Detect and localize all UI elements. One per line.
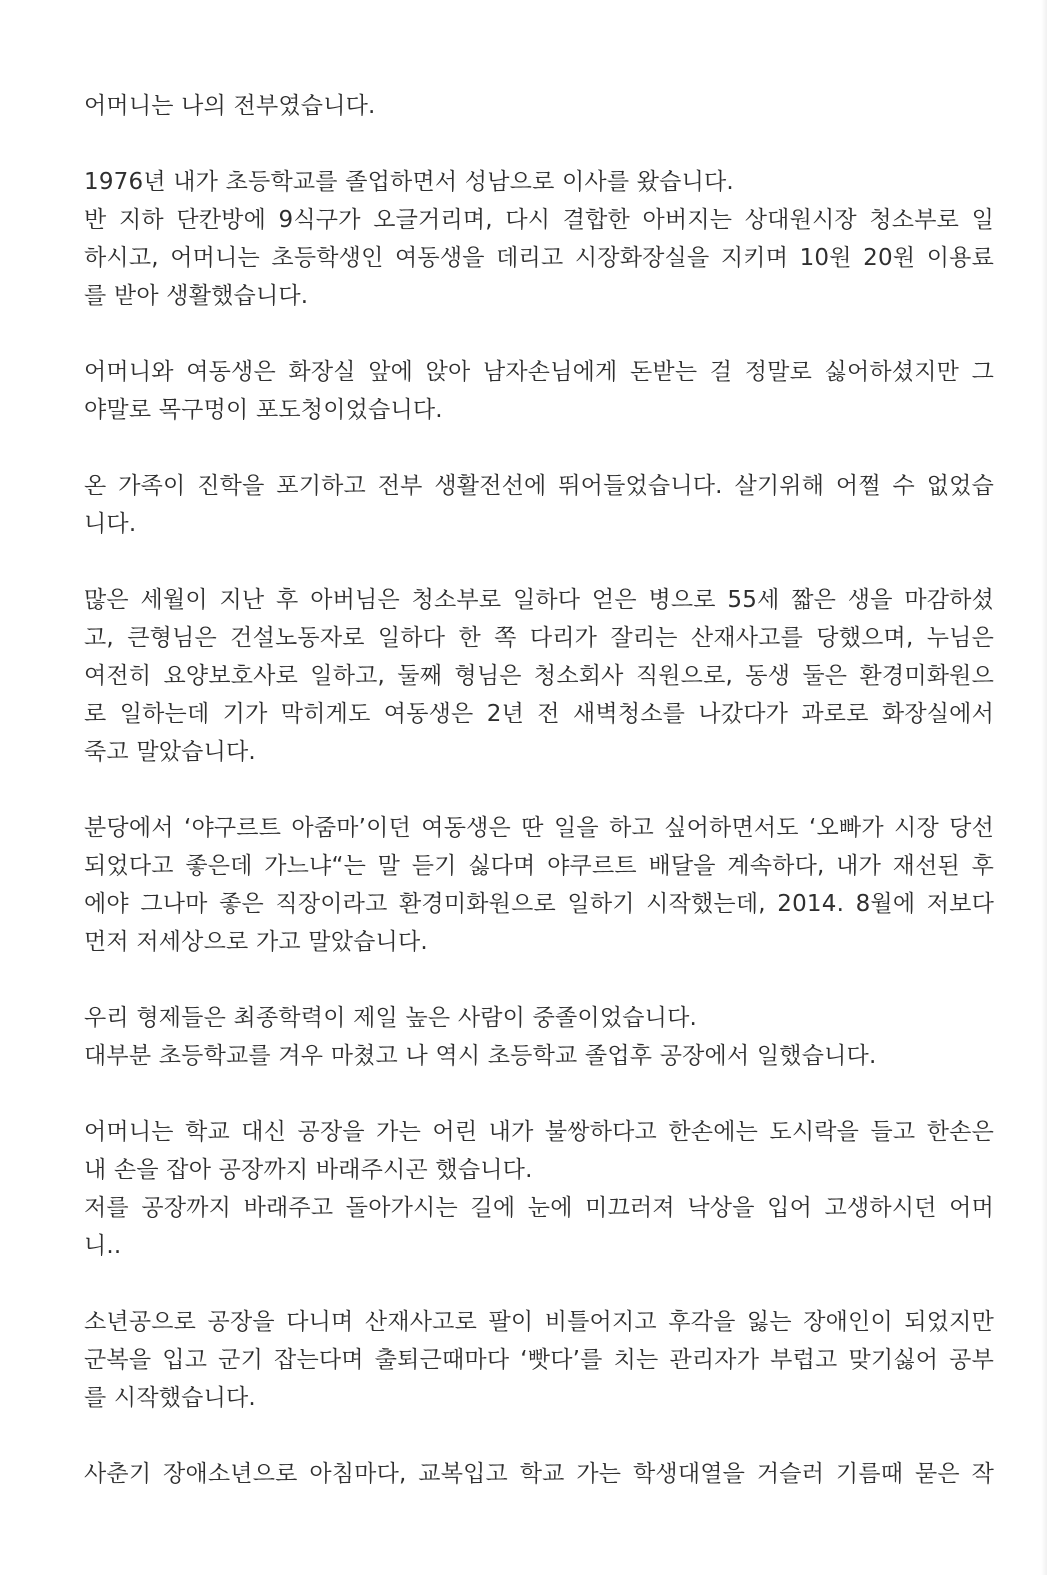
text-line: 어머니와 여동생은 화장실 앞에 앉아 남자손님에게 돈받는 걸 정말로 싫어하셨지만 그	[84, 359, 994, 385]
paragraph-9	[84, 1303, 994, 1417]
text-line: 어머니는 나의 전부였습니다.	[84, 93, 376, 119]
text-line: 에야 그나마 좋은 직장이라고 환경미화원으로 일하기 시작했는데, 2014. 8월에 저보다	[84, 891, 994, 917]
text-line: 분당에서 ‘야구르트 아줌마’이던 여동생은 딴 일을 하고 싶어하면서도 ‘오빠가 시장 당선	[84, 815, 994, 841]
text-line: 많은 세월이 지난 후 아버님은 청소부로 일하다 얻은 병으로 55세 짧은 생을 마감하셨	[84, 587, 994, 613]
text-line: 먼저 저세상으로 가고 말았습니다.	[84, 929, 428, 955]
text-line: 를 시작했습니다.	[84, 1385, 256, 1411]
text-line: 니다.	[84, 511, 137, 537]
text-line: 를 받아 생활했습니다.	[84, 283, 309, 309]
text-line: 되었다고 좋은데 가느냐“는 말 듣기 싫다며 야쿠르트 배달을 계속하다, 내가 재선된 후	[84, 853, 994, 879]
text-line: 어머니는 학교 대신 공장을 가는 어린 내가 불쌍하다고 한손에는 도시락을 들고 한손은	[84, 1119, 994, 1145]
text-line: 대부분 초등학교를 겨우 마쳤고 나 역시 초등학교 졸업후 공장에서 일했습니다.	[84, 1043, 877, 1069]
text-line: 반 지하 단칸방에 9식구가 오글거리며, 다시 결합한 아버지는 상대원시장 청소부로 일	[84, 207, 994, 233]
paragraph-6	[84, 809, 994, 961]
text-line: 온 가족이 진학을 포기하고 전부 생활전선에 뛰어들었습니다. 살기위해 어쩔 수 없었습	[84, 473, 994, 499]
paragraph-7	[84, 999, 994, 1075]
text-line: 내 손을 잡아 공장까지 바래주시곤 했습니다.	[84, 1157, 533, 1183]
text-line: 우리 형제들은 최종학력이 제일 높은 사람이 중졸이었습니다.	[84, 1005, 698, 1031]
paragraph-1	[84, 87, 994, 125]
paragraph-5	[84, 581, 994, 771]
text-line: 야말로 목구멍이 포도청이었습니다.	[84, 397, 443, 423]
paragraph-2	[84, 163, 994, 315]
paragraph-3	[84, 353, 994, 429]
text-line: 저를 공장까지 바래주고 돌아가시는 길에 눈에 미끄러져 낙상을 입어 고생하시던 어머	[84, 1195, 994, 1221]
text-line: 로 일하는데 기가 막히게도 여동생은 2년 전 새벽청소를 나갔다가 과로로 화장실에서	[84, 701, 994, 727]
text-line: 소년공으로 공장을 다니며 산재사고로 팔이 비틀어지고 후각을 잃는 장애인이 되었지만	[84, 1309, 994, 1335]
text-line: 하시고, 어머니는 초등학생인 여동생을 데리고 시장화장실을 지키며 10원 20원 이용료	[84, 245, 994, 271]
text-line: 니..	[84, 1233, 122, 1259]
document-body	[84, 87, 994, 1531]
text-line: 여전히 요양보호사로 일하고, 둘째 형님은 청소회사 직원으로, 동생 둘은 환경미화원으	[84, 663, 994, 689]
paragraph-10	[84, 1455, 994, 1493]
paragraph-4	[84, 467, 994, 543]
text-line: 1976년 내가 초등학교를 졸업하면서 성남으로 이사를 왔습니다.	[84, 169, 734, 195]
paragraph-8	[84, 1113, 994, 1265]
text-line: 죽고 말았습니다.	[84, 739, 256, 765]
text-line: 군복을 입고 군기 잡는다며 출퇴근때마다 ‘빳다’를 치는 관리자가 부럽고 맞기싫어 공부	[84, 1347, 994, 1373]
scrollbar-track[interactable]	[1041, 0, 1047, 1575]
text-line: 고, 큰형님은 건설노동자로 일하다 한 쪽 다리가 잘리는 산재사고를 당했으며, 누님은	[84, 625, 994, 651]
text-line: 사춘기 장애소년으로 아침마다, 교복입고 학교 가는 학생대열을 거슬러 기름때 묻은 작	[84, 1461, 994, 1487]
